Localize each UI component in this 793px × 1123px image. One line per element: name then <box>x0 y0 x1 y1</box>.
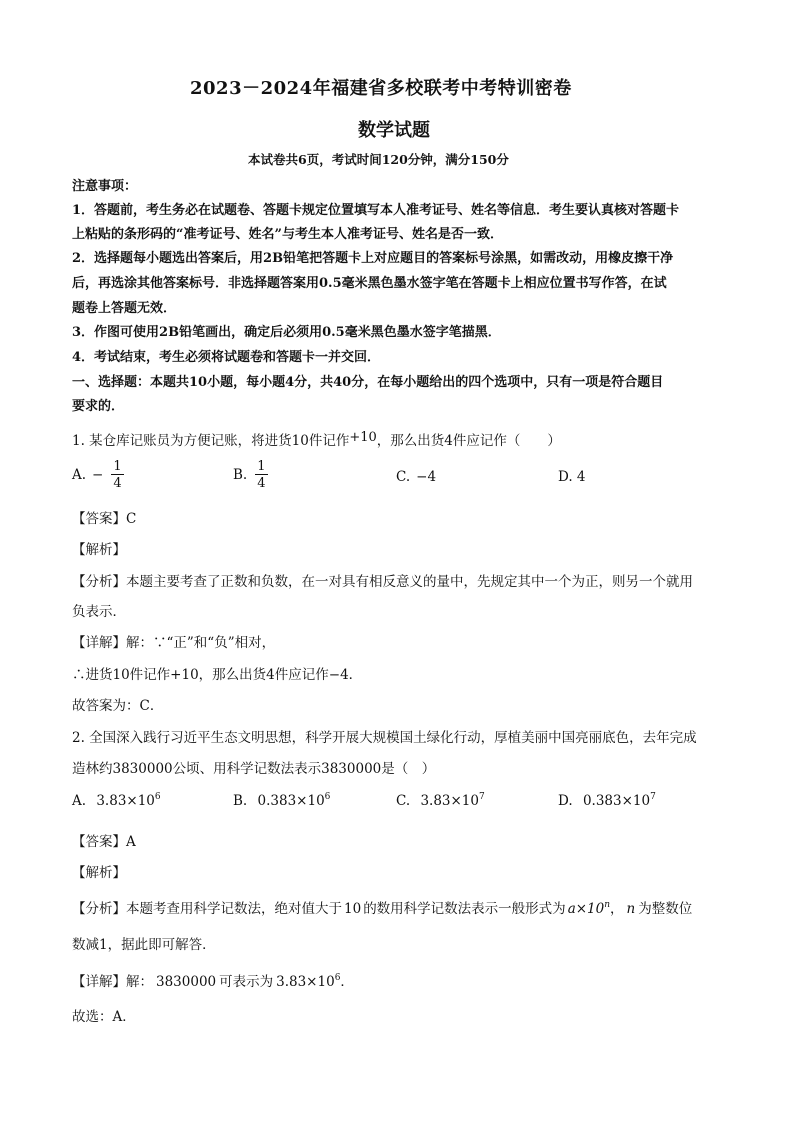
detail-tag: 【详解】 <box>72 974 126 990</box>
note-item-4: 4．考试结束，考生必须将试题卷和答题卡一并交回． <box>72 350 381 365</box>
question-1-detail-line-1 <box>72 631 275 651</box>
fraction-denominator: 4 <box>257 476 266 491</box>
answer-value: C <box>126 511 137 527</box>
option-a-label: A. <box>72 467 87 483</box>
fenxi-formula <box>568 901 610 917</box>
option-b-base: 0.383×10 <box>257 793 325 809</box>
detail-formula-exponent: 6 <box>334 973 341 983</box>
detail-text-a: 解： <box>126 974 153 990</box>
question-2-option-c <box>396 792 485 809</box>
option-a-base: 3.83×10 <box>96 793 155 809</box>
question-1-option-d: D. 4 <box>558 469 586 485</box>
option-d-label: D. <box>558 793 573 809</box>
answer-value: A <box>126 834 136 850</box>
question-2-conclusion: 故选：A． <box>72 1009 136 1025</box>
option-d-base: 0.383×10 <box>582 793 651 809</box>
note-item-2-line-2: 后，再选涂其他答案标号．非选择题答案用0.5毫米黑色墨水签字笔在答题卡上相应位置书写作答，在试 <box>72 276 667 291</box>
fenxi-formula-base: a×10 <box>567 901 605 917</box>
fenxi-text-a: 本题考查用科学记数法，绝对值大于 <box>126 901 342 917</box>
fraction-denominator: 4 <box>113 476 122 491</box>
question-1-option-c <box>396 469 436 485</box>
detail-text: 解：∵“正”和“负”相对， <box>126 635 276 651</box>
answer-tag: 【答案】 <box>72 834 126 850</box>
question-1-stem <box>72 429 561 449</box>
option-c-label: C. <box>396 469 411 485</box>
question-2-option-a <box>72 792 161 809</box>
detail-formula-base: 3.83×10 <box>276 974 335 990</box>
fenxi-tag: 【分析】 <box>72 901 126 917</box>
option-c-base: 3.83×10 <box>420 793 479 809</box>
option-b-label: B. <box>233 793 248 809</box>
fraction-numerator: 1 <box>257 459 266 474</box>
question-2-fenxi-line-1 <box>72 897 692 917</box>
fenxi-text-d: 为整数位 <box>638 901 693 917</box>
detail-period: ． <box>340 974 354 990</box>
option-d-exponent: 7 <box>650 792 656 802</box>
note-item-2-line-3: 题卷上答题无效． <box>72 301 177 316</box>
note-item-1-line-1: 1．答题前，考生务必在试题卷、答题卡规定位置填写本人准考证号、姓名等信息．考生要认真核对答题卡 <box>72 203 680 218</box>
question-1-fenxi-line-2: 负表示． <box>72 604 126 620</box>
question-1-answer <box>72 507 136 527</box>
page-subtitle: 数学试题 <box>358 120 430 141</box>
page-title: 2023－2024年福建省多校联考中考特训密卷 <box>190 78 572 99</box>
question-2-stem-line-2: 造林约3830000公顷、用科学记数法表示3830000是（ ） <box>72 761 436 777</box>
option-c-value <box>420 793 484 809</box>
option-b-fraction <box>255 460 267 490</box>
question-1-fenxi-line-1 <box>72 570 693 590</box>
fenxi-number: 10 <box>344 901 362 917</box>
option-c-label: C. <box>396 793 411 809</box>
option-a-value <box>96 793 160 809</box>
question-2-option-b <box>233 792 330 809</box>
note-item-3: 3．作图可使用2B铅笔画出，确定后必须用0.5毫米黑色墨水签字笔描黑． <box>72 325 501 340</box>
fenxi-n: n <box>626 901 636 917</box>
detail-text-b: 可表示为 <box>219 974 274 990</box>
detail-tag: 【详解】 <box>72 635 126 651</box>
option-a-exponent: 6 <box>154 792 161 802</box>
question-2-detail <box>72 970 354 990</box>
exam-info: 本试卷共6页，考试时间120分钟，满分150分 <box>248 152 509 167</box>
fenxi-text: 本题主要考查了正数和负数，在一对具有相反意义的量中，先规定其中一个为正，则另一个就用 <box>126 574 693 590</box>
fenxi-tag: 【分析】 <box>72 574 126 590</box>
detail-number: 3830000 <box>156 974 217 990</box>
option-a-label: A. <box>72 793 87 809</box>
option-a-fraction <box>111 460 123 490</box>
question-2-option-d <box>558 792 656 809</box>
option-b-exponent: 6 <box>324 792 331 802</box>
section-heading-line-1: 一、选择题：本题共10小题，每小题4分，共40分，在每小题给出的四个选项中，只有一项是符合题目 <box>72 375 664 390</box>
question-1-analysis-tag: 【解析】 <box>72 542 126 558</box>
question-1-detail-line-2: ∴进货10件记作+10，那么出货4件应记作−4． <box>72 667 363 683</box>
option-b-label: B. <box>233 467 248 483</box>
option-c-value: −4 <box>416 469 437 485</box>
option-b-value <box>258 793 331 809</box>
question-1-stem-text-a: 1. 某仓库记账员为方便记账，将进货10件记作 <box>72 433 350 449</box>
question-2-answer <box>72 830 136 850</box>
note-item-1-line-2: 上粘贴的条形码的“准考证号、姓名”与考生本人准考证号、姓名是否一致． <box>72 227 503 242</box>
option-c-exponent: 7 <box>479 792 485 802</box>
answer-tag: 【答案】 <box>72 511 126 527</box>
detail-formula <box>276 974 340 990</box>
question-1-conclusion: 故答案为：C． <box>72 698 164 714</box>
question-2-fenxi-line-2: 数减1，据此即可解答． <box>72 937 216 953</box>
option-d-value <box>583 793 656 809</box>
question-1-option-b <box>233 460 270 490</box>
question-1-option-a <box>72 460 126 490</box>
question-2-stem-line-1: 2. 全国深入践行习近平生态文明思想，科学开展大规模国土绿化行动，厚植美丽中国亮丽底色，去年完成 <box>72 730 697 746</box>
fenxi-comma: ， <box>610 901 624 917</box>
fraction-numerator: 1 <box>113 459 122 474</box>
note-item-2-line-1: 2．选择题每小题选出答案后，用2B铅笔把答题卡上对应题目的答案标号涂黑，如需改动，用橡皮擦干净 <box>72 251 674 266</box>
fenxi-text-b: 的数用科学记数法表示一般形式为 <box>363 901 566 917</box>
notes-heading: 注意事项： <box>72 179 138 194</box>
fenxi-formula-exponent: n <box>604 900 611 910</box>
question-1-stem-text-b: ，那么出货4件应记作（ ） <box>376 433 561 449</box>
question-2-analysis-tag: 【解析】 <box>72 865 126 881</box>
option-a-sign: − <box>92 467 104 483</box>
section-heading-line-2: 要求的． <box>72 399 125 414</box>
question-1-stem-math: +10 <box>349 430 377 445</box>
